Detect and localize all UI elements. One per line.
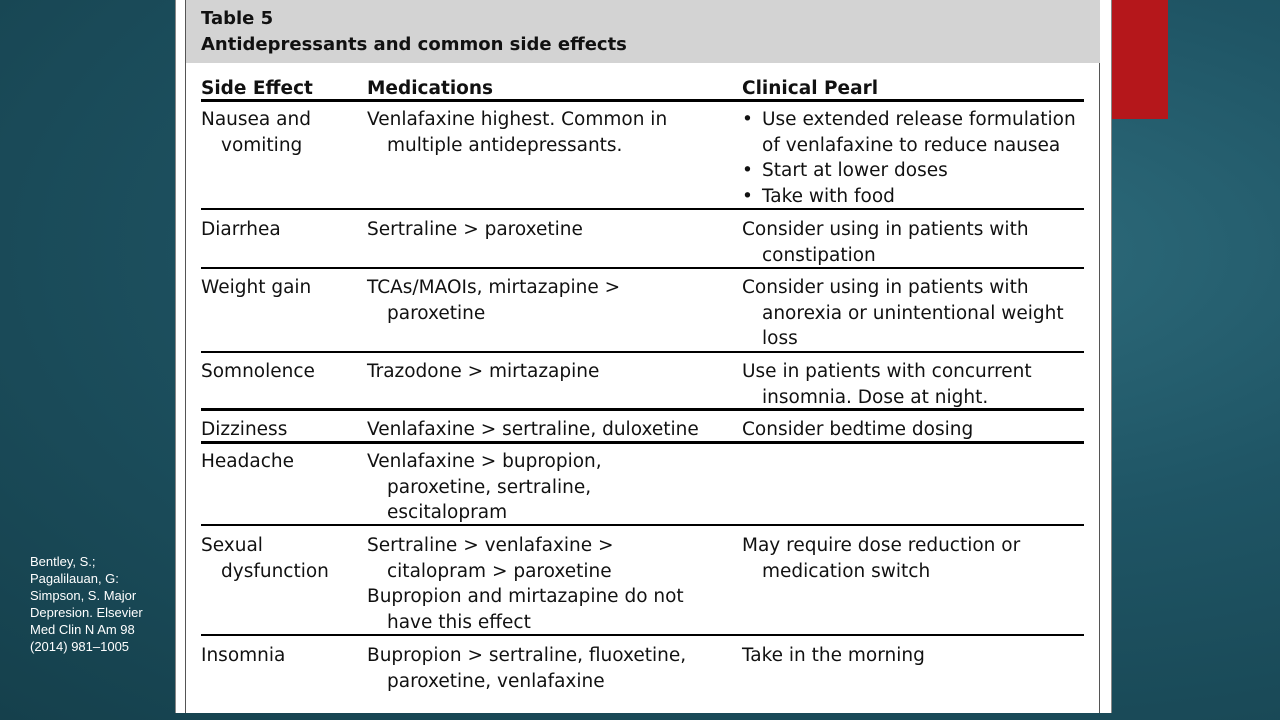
medications-text: paroxetine, venlafaxine (387, 670, 605, 692)
clinical-pearl-cell (742, 217, 1084, 268)
side-effect-cell (201, 217, 361, 243)
side-effect-text: Nausea and (201, 109, 311, 130)
side-effects-table (201, 78, 1084, 692)
pearl-text: Take in the morning (742, 645, 925, 666)
medications-text: Sertraline > paroxetine (367, 219, 583, 240)
medications-text: multiple antidepressants. (387, 134, 623, 156)
row-divider (201, 441, 1084, 444)
table-header-row (201, 78, 1084, 99)
side-effect-text: Headache (201, 451, 294, 472)
row-divider (201, 408, 1084, 411)
row-divider (201, 351, 1084, 353)
header-side-effect: Side Effect (201, 78, 313, 99)
table-header (186, 0, 1100, 63)
pearl-text: Use in patients with concurrent (742, 361, 1032, 382)
side-effect-text: vomiting (221, 134, 303, 156)
side-effect-text: Dizziness (201, 419, 288, 440)
clinical-pearl-cell (742, 359, 1084, 410)
clinical-pearl-cell (742, 275, 1084, 352)
side-effect-cell (201, 107, 361, 158)
medications-cell (367, 107, 737, 158)
side-effect-cell (201, 533, 361, 584)
bullet-icon: • (742, 185, 753, 207)
medications-text: Sertraline > venlafaxine > (367, 535, 614, 556)
medications-text: escitalopram (387, 502, 508, 523)
medications-cell (367, 417, 737, 443)
row-divider (201, 208, 1084, 210)
frame-right-edge (1099, 0, 1100, 713)
header-rule (201, 99, 1084, 102)
pearl-text: constipation (762, 244, 876, 266)
medications-text: Trazodone > mirtazapine (367, 361, 600, 382)
medications-cell (367, 533, 737, 635)
medications-text: TCAs/MAOIs, mirtazapine > (367, 277, 621, 298)
pearl-text: Consider using in patients with (742, 219, 1029, 240)
clinical-pearl-cell (742, 417, 1084, 443)
pearl-text: of venlafaxine to reduce nausea (762, 134, 1061, 156)
medications-text: have this effect (387, 611, 531, 633)
medications-text: Bupropion and mirtazapine do not (367, 586, 684, 607)
pearl-text: Use extended release formulation (762, 109, 1076, 130)
side-effect-text: Somnolence (201, 361, 315, 382)
pearl-text: Take with food (762, 185, 895, 207)
side-effect-text: Weight gain (201, 277, 312, 298)
bullet-item (742, 107, 1084, 133)
medications-text: Bupropion > sertraline, fluoxetine, (367, 645, 687, 666)
medications-text: Venlafaxine highest. Common in (367, 109, 668, 130)
side-effect-text: dysfunction (221, 560, 329, 582)
medications-text: citalopram > paroxetine (387, 560, 612, 582)
pearl-text: medication switch (762, 560, 931, 582)
side-effect-cell (201, 449, 361, 475)
clinical-pearl-cell (742, 107, 1084, 209)
clinical-pearl-cell (742, 643, 1084, 669)
medications-text: paroxetine, sertraline, (387, 476, 592, 498)
bullet-item (742, 184, 1084, 210)
pearl-text: Start at lower doses (762, 160, 948, 181)
citation-text: Bentley, S.; Pagalilauan, G: Simpson, S. Major Depresion. Elsevier Med Clin N Am 98 (2014) 981–1005 (30, 554, 143, 654)
side-effect-text: Insomnia (201, 645, 286, 666)
bullet-icon: • (742, 160, 753, 181)
row-divider (201, 634, 1084, 636)
side-effect-text: Diarrhea (201, 219, 281, 240)
accent-bar (1112, 0, 1168, 119)
medications-cell (367, 275, 737, 326)
table-image (175, 0, 1112, 713)
pearl-text: May require dose reduction or (742, 535, 1021, 556)
side-effect-cell (201, 359, 361, 385)
pearl-text: loss (762, 328, 798, 349)
header-medications: Medications (367, 78, 494, 99)
medications-cell (367, 359, 737, 385)
pearl-text: insomnia. Dose at night. (762, 386, 989, 408)
medications-cell (367, 449, 737, 526)
side-effect-cell (201, 643, 361, 669)
frame-left-edge (185, 0, 186, 713)
medications-cell (367, 643, 737, 694)
bullet-icon: • (742, 109, 753, 130)
medications-text: Venlafaxine > bupropion, (367, 451, 602, 472)
bullet-item (742, 158, 1084, 184)
medications-cell (367, 217, 737, 243)
row-divider (201, 267, 1084, 269)
side-effect-text: Sexual (201, 535, 263, 556)
table-number: Table 5 (201, 8, 274, 29)
row-divider (201, 524, 1084, 526)
side-effect-cell (201, 417, 361, 443)
clinical-pearl-cell (742, 533, 1084, 584)
side-effect-cell (201, 275, 361, 301)
header-clinical-pearl: Clinical Pearl (742, 78, 879, 99)
pearl-text: anorexia or unintentional weight (762, 302, 1064, 324)
pearl-text: Consider using in patients with (742, 277, 1029, 298)
medications-text: Venlafaxine > sertraline, duloxetine (367, 419, 699, 440)
medications-text: paroxetine (387, 302, 486, 324)
pearl-text: Consider bedtime dosing (742, 419, 974, 440)
table-title: Antidepressants and common side effects (201, 34, 627, 55)
